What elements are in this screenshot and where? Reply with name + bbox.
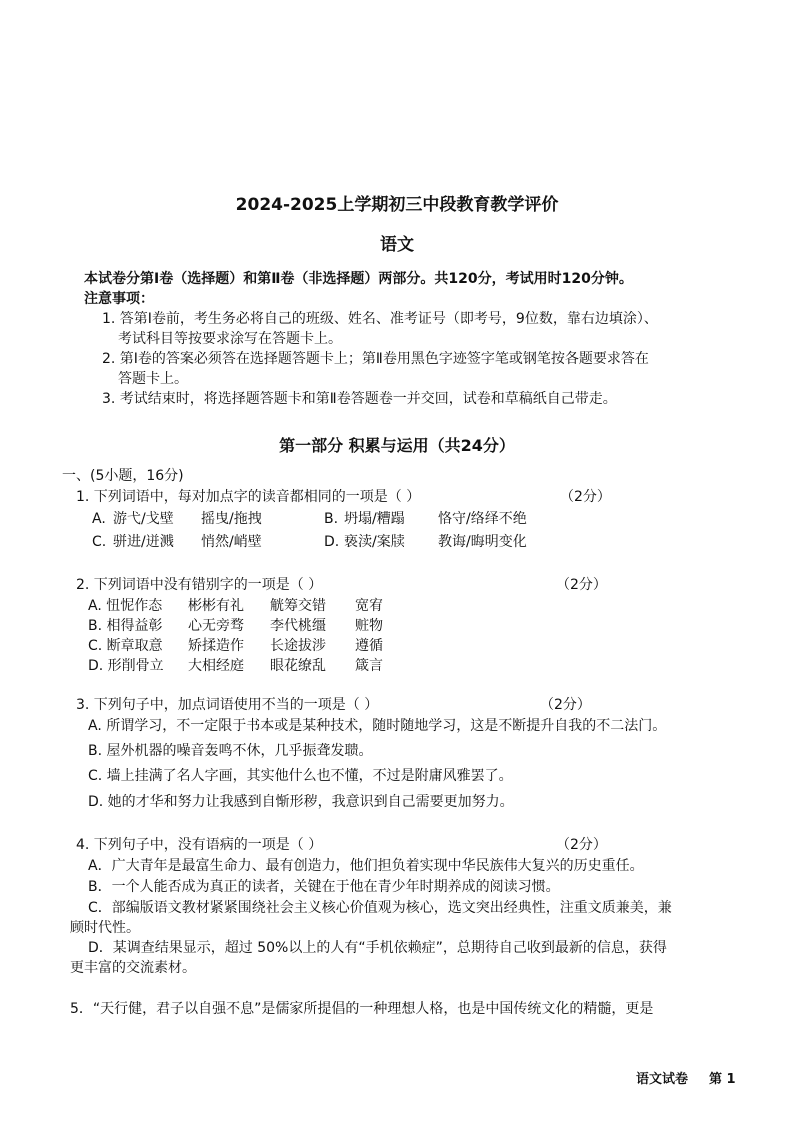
q3-score: （2分） xyxy=(540,697,591,713)
q2-a-word4: 宽宥 xyxy=(355,598,383,614)
q2-c-word2: 矫揉造作 xyxy=(188,638,244,654)
q4-option-d-line1: D．某调查结果显示，超过 50%以上的人有“手机依赖症”，总期待自己收到最新的信息，获得 xyxy=(88,940,667,956)
q1-a-word1: 游弋/戈壁 xyxy=(113,511,174,527)
part1-title: 第一部分 积累与运用（共24分） xyxy=(279,436,515,455)
q2-b-word4: 赃物 xyxy=(355,618,383,634)
exam-title: 2024-2025上学期初三中段教育教学评价 xyxy=(235,195,559,215)
q2-b-word3: 李代桃缰 xyxy=(270,618,326,634)
q1-c-word2: 悄然/峭壁 xyxy=(201,534,262,550)
q5-stem: 5．“天行健，君子以自强不息”是儒家所提倡的一种理想人格，也是中国传统文化的精髓，更是 xyxy=(70,1001,654,1017)
note-2a: 2. 第Ⅰ卷的答案必须答在选择题答题卡上；第Ⅱ卷用黑色字迹签字笔或钢笔按各题要求答在 xyxy=(102,351,649,367)
notes-title: 注意事项： xyxy=(84,291,154,307)
q1-b-label: B. xyxy=(324,511,339,527)
q4-option-a: A．广大青年是最富生命力、最有创造力，他们担负着实现中华民族伟大复兴的历史重任。 xyxy=(88,858,644,874)
q1-d-label: D. xyxy=(324,534,340,550)
note-1b: 考试科目等按要求涂写在答题卡上。 xyxy=(118,331,342,347)
q4-option-b: B．一个人能否成为真正的读者，关键在于他在青少年时期养成的阅读习惯。 xyxy=(88,879,560,895)
q3-option-c: C. 墙上挂满了名人字画，其实他什么也不懂，不过是附庸风雅罢了。 xyxy=(88,768,513,784)
q2-d-word1: D. 形削骨立 xyxy=(88,658,164,674)
q1-d-word2: 教诲/晦明变化 xyxy=(438,534,527,550)
q4-option-c-line1: C．部编版语文教材紧紧围绕社会主义核心价值观为核心，选文突出经典性，注重文质兼美，兼 xyxy=(88,900,672,916)
footer-page: 第 1 xyxy=(709,1072,736,1087)
q2-b-word1: B. 相得益彰 xyxy=(88,618,163,634)
q1-score: （2分） xyxy=(560,489,611,505)
q1-stem: 1. 下列词语中，每对加点字的读音都相同的一项是（ ） xyxy=(76,489,421,505)
q1-a-label: A. xyxy=(92,511,106,527)
q4-option-d-line2: 更丰富的交流素材。 xyxy=(70,960,196,976)
q2-a-word1: A. 忸怩作态 xyxy=(88,598,163,614)
q2-d-word3: 眼花缭乱 xyxy=(270,658,326,674)
q4-score: （2分） xyxy=(556,837,607,853)
section1-title: 一、(5小题，16分) xyxy=(62,468,184,484)
q4-option-c-line2: 顾时代性。 xyxy=(70,920,140,936)
q1-c-label: C. xyxy=(92,534,107,550)
q1-c-word1: 骈进/迸溅 xyxy=(113,534,174,550)
q2-c-word1: C. 断章取意 xyxy=(88,638,163,654)
note-2b: 答题卡上。 xyxy=(118,371,188,387)
q2-d-word4: 箴言 xyxy=(355,658,383,674)
q1-d-word1: 亵渎/案牍 xyxy=(344,534,405,550)
q3-option-b: B. 屋外机器的噪音轰鸣不休，几乎振聋发聩。 xyxy=(88,743,373,759)
q2-d-word2: 大相经庭 xyxy=(188,658,244,674)
intro-line: 本试卷分第Ⅰ卷（选择题）和第Ⅱ卷（非选择题）两部分。共120分，考试用时120分钟。 xyxy=(84,271,633,287)
q2-stem: 2. 下列词语中没有错别字的一项是（ ） xyxy=(76,577,323,593)
q2-score: （2分） xyxy=(556,577,607,593)
q1-b-word1: 坍塌/糟蹋 xyxy=(344,511,405,527)
subject-title: 语文 xyxy=(380,235,414,255)
note-3: 3. 考试结束时，将选择题答题卡和第Ⅱ卷答题卷一并交回，试卷和草稿纸自己带走。 xyxy=(102,391,617,407)
q2-c-word3: 长途拔涉 xyxy=(270,638,326,654)
q3-option-a: A. 所谓学习，不一定限于书本或是某种技术，随时随地学习，这是不断提升自我的不二法门。 xyxy=(88,718,667,734)
q2-c-word4: 遵循 xyxy=(355,638,383,654)
q4-stem: 4. 下列句子中，没有语病的一项是（ ） xyxy=(76,837,323,853)
q3-stem: 3. 下列句子中，加点词语使用不当的一项是（ ） xyxy=(76,697,379,713)
q1-a-word2: 摇曳/拖拽 xyxy=(201,511,262,527)
q3-option-d: D. 她的才华和努力让我感到自惭形秽，我意识到自己需要更加努力。 xyxy=(88,794,514,810)
q2-a-word3: 觥筹交错 xyxy=(270,598,326,614)
q2-b-word2: 心无旁骛 xyxy=(188,618,244,634)
note-1a: 1. 答第Ⅰ卷前，考生务必将自己的班级、姓名、准考证号（即考号，9位数，靠右边填涂）、 xyxy=(102,311,658,327)
q1-b-word2: 恪守/络绎不绝 xyxy=(438,511,527,527)
q2-a-word2: 彬彬有礼 xyxy=(188,598,244,614)
footer-label: 语文试卷 xyxy=(636,1072,689,1087)
